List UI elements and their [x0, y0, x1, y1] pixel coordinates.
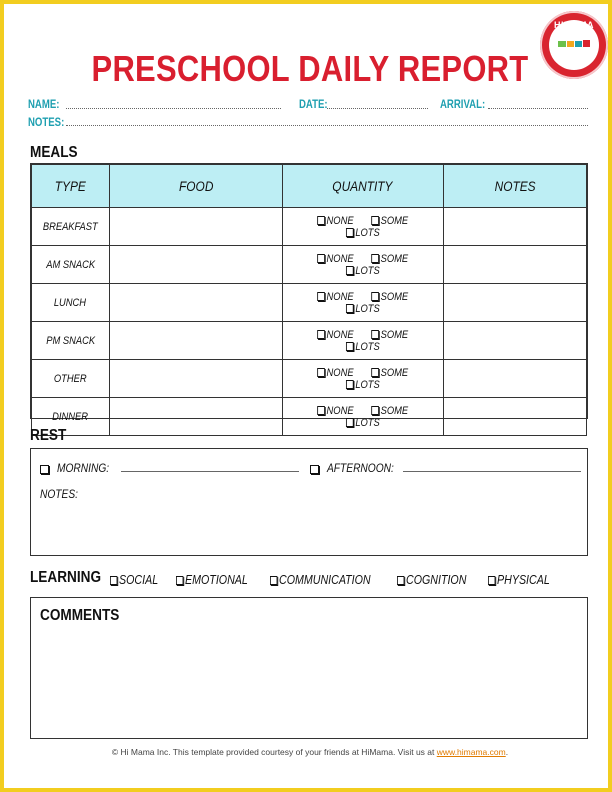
date-field[interactable]: [327, 108, 428, 109]
afternoon-line[interactable]: [403, 471, 581, 472]
meal-type-label: PM SNACK: [46, 334, 95, 347]
meal-type-label: BREAKFAST: [42, 220, 98, 233]
meal-type-label: LUNCH: [54, 296, 87, 309]
footer-text: © Hi Mama Inc. This template provided courtesy of your friends at HiMama. Visit us at: [111, 747, 435, 757]
meal-type: [32, 360, 110, 398]
meal-quantity-cell: [282, 208, 443, 246]
quantity-option-label: LOTS: [355, 226, 380, 239]
date-label: DATE:: [299, 97, 328, 111]
page-title: PRESCHOOL DAILY REPORT: [91, 48, 529, 89]
quantity-checkbox[interactable]: [372, 216, 380, 225]
quantity-option[interactable]: [317, 253, 353, 265]
afternoon-checkbox[interactable]: [310, 465, 319, 474]
header-food: FOOD: [109, 165, 282, 208]
quantity-checkbox[interactable]: [372, 292, 380, 301]
quantity-option[interactable]: [317, 405, 353, 417]
quantity-option-label: LOTS: [355, 416, 380, 429]
quantity-option[interactable]: [346, 227, 380, 239]
quantity-option[interactable]: [372, 291, 409, 303]
learning-communication[interactable]: COMMUNICATION: [270, 572, 371, 587]
name-field[interactable]: [66, 108, 281, 109]
footer: [4, 747, 612, 757]
meal-type: [32, 246, 110, 284]
morning-checkbox[interactable]: [40, 465, 49, 474]
quantity-option[interactable]: [346, 379, 380, 391]
meal-type: [32, 208, 110, 246]
emotional-checkbox[interactable]: [176, 576, 183, 585]
meal-food-cell[interactable]: [109, 246, 282, 284]
name-label: NAME:: [28, 97, 60, 111]
quantity-option-label: SOME: [381, 290, 409, 303]
afternoon-label: AFTERNOON:: [327, 461, 394, 475]
meals-table: [30, 163, 588, 429]
arrival-label: ARRIVAL:: [440, 97, 486, 111]
header-quantity: QUANTITY: [282, 165, 443, 208]
quantity-checkbox[interactable]: [317, 292, 325, 301]
morning-line[interactable]: [121, 471, 299, 472]
meal-quantity-cell: [282, 398, 443, 436]
quantity-option[interactable]: [346, 265, 380, 277]
quantity-option-label: SOME: [381, 404, 409, 417]
quantity-checkbox[interactable]: [317, 254, 325, 263]
quantity-checkbox[interactable]: [372, 406, 380, 415]
notes-label: NOTES:: [28, 115, 65, 129]
quantity-option-label: NONE: [326, 252, 354, 265]
meal-food-cell[interactable]: [109, 208, 282, 246]
quantity-option-label: SOME: [381, 252, 409, 265]
meal-notes-cell[interactable]: [443, 208, 586, 246]
meal-quantity-cell: [282, 322, 443, 360]
learning-emotional[interactable]: EMOTIONAL: [176, 572, 248, 587]
quantity-checkbox[interactable]: [346, 342, 354, 351]
rest-box: [30, 448, 588, 556]
social-checkbox[interactable]: [110, 576, 117, 585]
meal-type: [32, 322, 110, 360]
communication-checkbox[interactable]: [270, 576, 277, 585]
meal-notes-cell[interactable]: [443, 360, 586, 398]
quantity-checkbox[interactable]: [346, 418, 354, 427]
quantity-checkbox[interactable]: [317, 406, 325, 415]
quantity-option-label: SOME: [381, 366, 409, 379]
meal-quantity-cell: [282, 284, 443, 322]
quantity-option-label: LOTS: [355, 340, 380, 353]
quantity-option[interactable]: [317, 291, 353, 303]
quantity-checkbox[interactable]: [372, 330, 380, 339]
header-notes: NOTES: [443, 165, 586, 208]
meal-type-label: OTHER: [54, 372, 87, 385]
meal-food-cell[interactable]: [109, 398, 282, 436]
quantity-option-label: NONE: [326, 214, 354, 227]
meal-row: [32, 246, 587, 284]
quantity-option[interactable]: [372, 405, 409, 417]
quantity-checkbox[interactable]: [317, 330, 325, 339]
quantity-option-label: NONE: [326, 404, 354, 417]
quantity-checkbox[interactable]: [346, 304, 354, 313]
meal-food-cell[interactable]: [109, 322, 282, 360]
footer-end: .: [505, 747, 509, 757]
quantity-option[interactable]: [346, 341, 380, 353]
quantity-option-label: SOME: [381, 328, 409, 341]
comments-heading: COMMENTS: [40, 607, 120, 624]
quantity-option[interactable]: [372, 253, 409, 265]
quantity-option[interactable]: [317, 215, 353, 227]
notes-field[interactable]: [66, 125, 588, 126]
meal-type-label: DINNER: [52, 410, 89, 423]
physical-checkbox[interactable]: [488, 576, 495, 585]
meal-row: [32, 284, 587, 322]
quantity-checkbox[interactable]: [317, 216, 325, 225]
footer-link[interactable]: www.himama.com: [436, 747, 506, 757]
quantity-option[interactable]: [346, 417, 380, 429]
meals-heading: MEALS: [30, 144, 78, 161]
rest-notes-label: NOTES:: [40, 487, 78, 501]
quantity-option-label: NONE: [326, 328, 354, 341]
meal-type: [32, 284, 110, 322]
quantity-checkbox[interactable]: [346, 266, 354, 275]
morning-label: MORNING:: [57, 461, 110, 475]
meal-quantity-cell: [282, 360, 443, 398]
arrival-field[interactable]: [488, 108, 588, 109]
quantity-option[interactable]: [372, 215, 409, 227]
meal-notes-cell[interactable]: [443, 284, 586, 322]
quantity-option[interactable]: [372, 329, 409, 341]
meal-type-label: AM SNACK: [46, 258, 95, 271]
meal-quantity-cell: [282, 246, 443, 284]
quantity-checkbox[interactable]: [317, 368, 325, 377]
meal-notes-cell[interactable]: [443, 322, 586, 360]
learning-physical[interactable]: PHYSICAL: [488, 572, 550, 587]
meal-row: [32, 398, 587, 436]
quantity-option[interactable]: [317, 329, 353, 341]
comments-box[interactable]: [30, 597, 588, 739]
meal-row: [32, 360, 587, 398]
meal-notes-cell[interactable]: [443, 398, 586, 436]
meal-notes-cell[interactable]: [443, 246, 586, 284]
quantity-option-label: SOME: [381, 214, 409, 227]
logo-brand-text: HIMAMA: [554, 20, 594, 30]
quantity-option[interactable]: [346, 303, 380, 315]
meal-row: [32, 322, 587, 360]
quantity-checkbox[interactable]: [372, 368, 380, 377]
quantity-option-label: LOTS: [355, 302, 380, 315]
meal-row: [32, 208, 587, 246]
quantity-option-label: NONE: [326, 290, 354, 303]
header-type: TYPE: [32, 165, 110, 208]
quantity-option-label: NONE: [326, 366, 354, 379]
quantity-checkbox[interactable]: [346, 380, 354, 389]
rest-heading: REST: [30, 427, 67, 444]
quantity-checkbox[interactable]: [372, 254, 380, 263]
meal-food-cell[interactable]: [109, 360, 282, 398]
meal-food-cell[interactable]: [109, 284, 282, 322]
quantity-option[interactable]: [372, 367, 409, 379]
quantity-option[interactable]: [317, 367, 353, 379]
cognition-checkbox[interactable]: [397, 576, 404, 585]
quantity-option-label: LOTS: [355, 264, 380, 277]
quantity-checkbox[interactable]: [346, 228, 354, 237]
learning-heading: LEARNING: [30, 569, 102, 586]
learning-social[interactable]: SOCIAL: [110, 572, 158, 587]
quantity-option-label: LOTS: [355, 378, 380, 391]
learning-cognition[interactable]: COGNITION: [397, 572, 466, 587]
